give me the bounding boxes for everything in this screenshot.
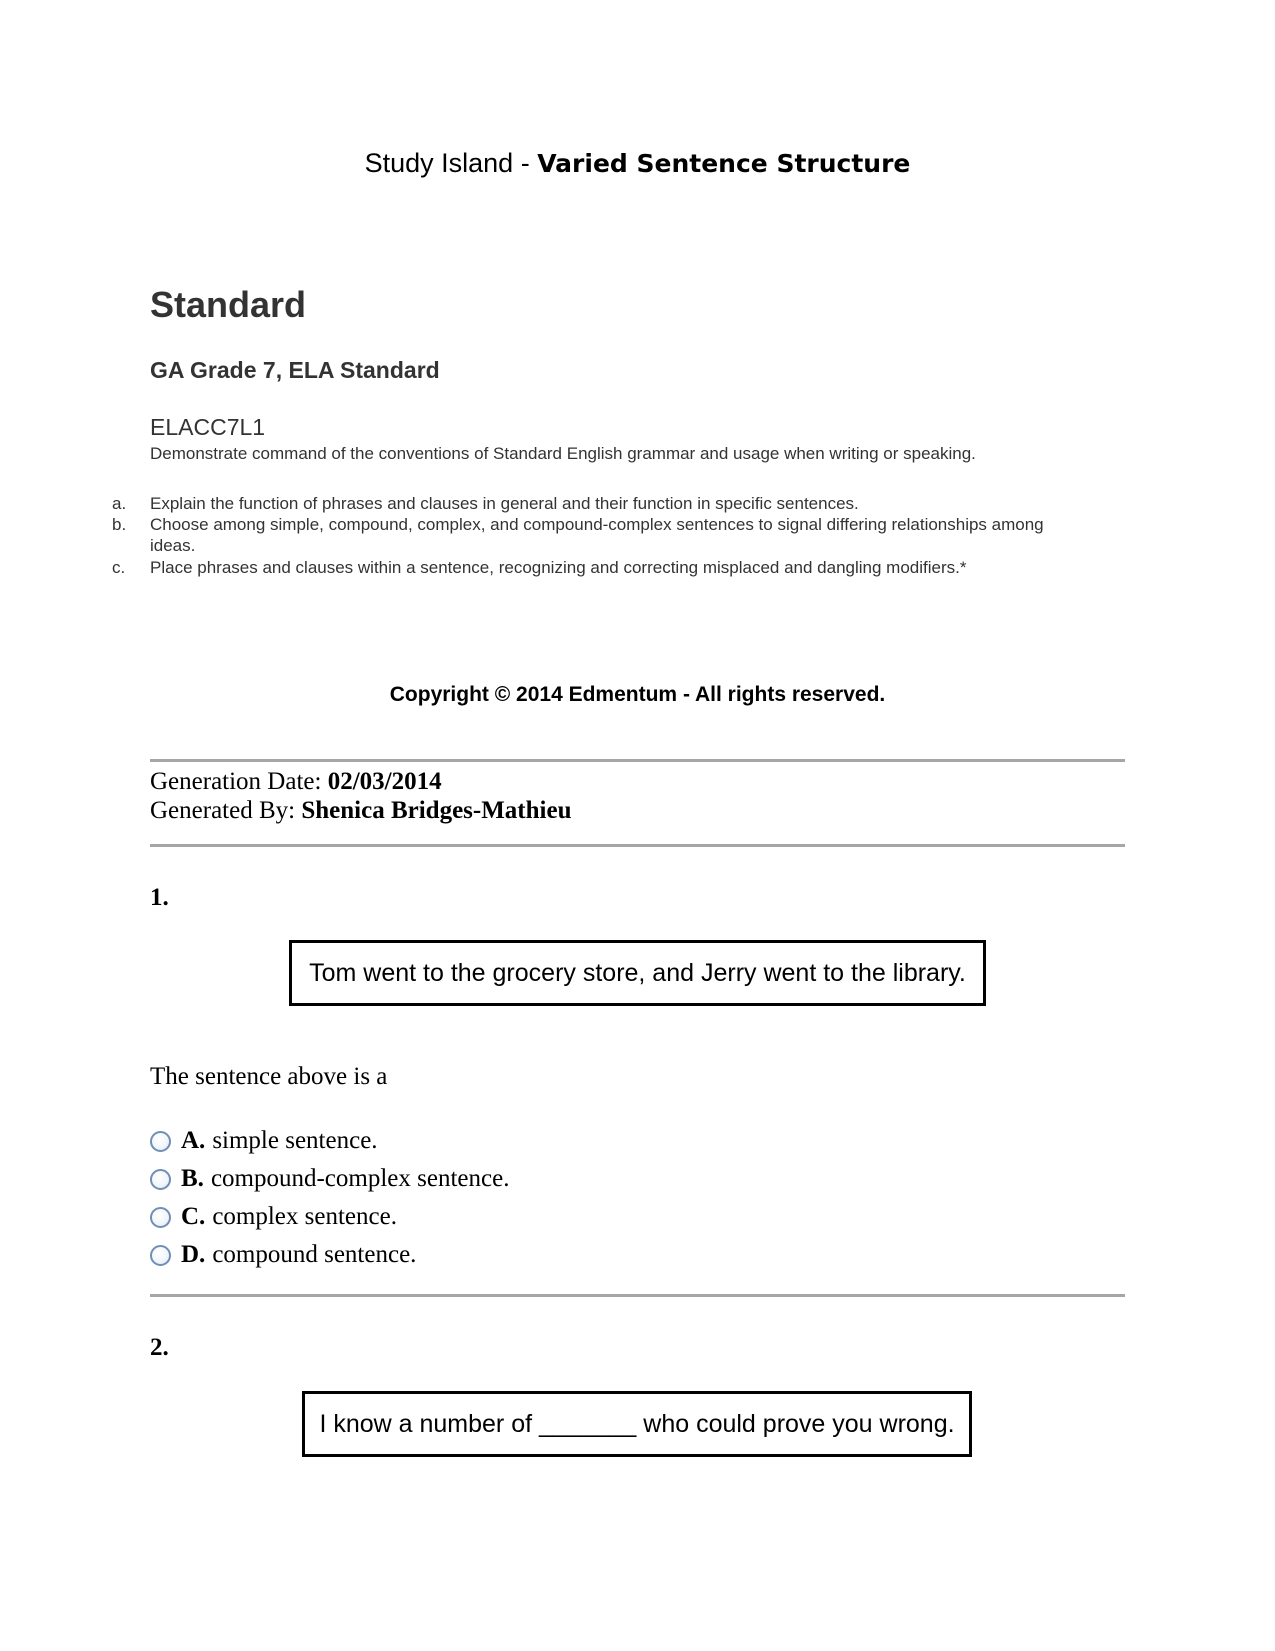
choice-text: compound sentence. [212,1241,417,1268]
list-marker: a. [112,494,127,513]
radio-button[interactable] [150,1131,171,1152]
list-item [0,493,1275,514]
choice-letter: A. [181,1127,206,1154]
list-text: Explain the function of phrases and clauses in general and their function in specific sentences. [150,494,859,513]
list-item [0,557,1275,578]
standard-description: Demonstrate command of the conventions of Standard English grammar and usage when writing or speaking. [150,444,976,463]
divider [150,1294,1125,1297]
list-text: Place phrases and clauses within a sentence, recognizing and correcting misplaced and dangling modifiers.* [150,558,967,577]
radio-button[interactable] [150,1207,171,1228]
answer-choice-a[interactable] [150,1126,378,1156]
answer-choice-d[interactable] [150,1240,416,1270]
choice-text: simple sentence. [212,1127,378,1154]
divider [150,759,1125,762]
question-passage: Tom went to the grocery store, and Jerry went to the library. [289,940,986,1006]
answer-choice-b[interactable] [150,1164,509,1194]
question-passage: I know a number of _______ who could prove you wrong. [302,1391,972,1457]
generated-by-value: Shenica Bridges-Mathieu [301,797,572,824]
list-item [0,514,1275,557]
document-title [0,148,1275,179]
standard-sub-list [0,493,1275,578]
standard-subheading: GA Grade 7, ELA Standard [150,357,440,383]
choice-letter: D. [181,1241,206,1268]
list-marker: c. [112,558,126,577]
choice-text: complex sentence. [212,1203,397,1230]
copyright-notice: Copyright © 2014 Edmentum - All rights reserved. [389,683,886,706]
divider [150,844,1125,847]
answer-choice-c[interactable] [150,1202,397,1232]
choice-text: compound-complex sentence. [210,1165,510,1192]
generated-by [150,797,572,825]
generated-by-label: Generated By: [150,797,302,824]
title-topic: Varied Sentence Structure [537,149,911,178]
generation-date-label: Generation Date: [150,768,328,795]
question-number: 1. [150,884,169,911]
question-prompt: The sentence above is a [150,1063,388,1090]
list-text: Choose among simple, compound, complex, and compound-complex sentences to signal differing relationships among ideas. [150,515,1044,555]
choice-letter: B. [181,1165,204,1192]
choice-letter: C. [181,1203,206,1230]
radio-button[interactable] [150,1245,171,1266]
generation-date-value: 02/03/2014 [327,768,442,795]
standard-code: ELACC7L1 [150,414,266,440]
radio-button[interactable] [150,1169,171,1190]
question-number: 2. [150,1334,169,1361]
list-marker: b. [112,515,127,534]
standard-heading: Standard [150,284,307,325]
generation-date [150,768,442,796]
title-prefix: Study Island - [364,148,538,178]
